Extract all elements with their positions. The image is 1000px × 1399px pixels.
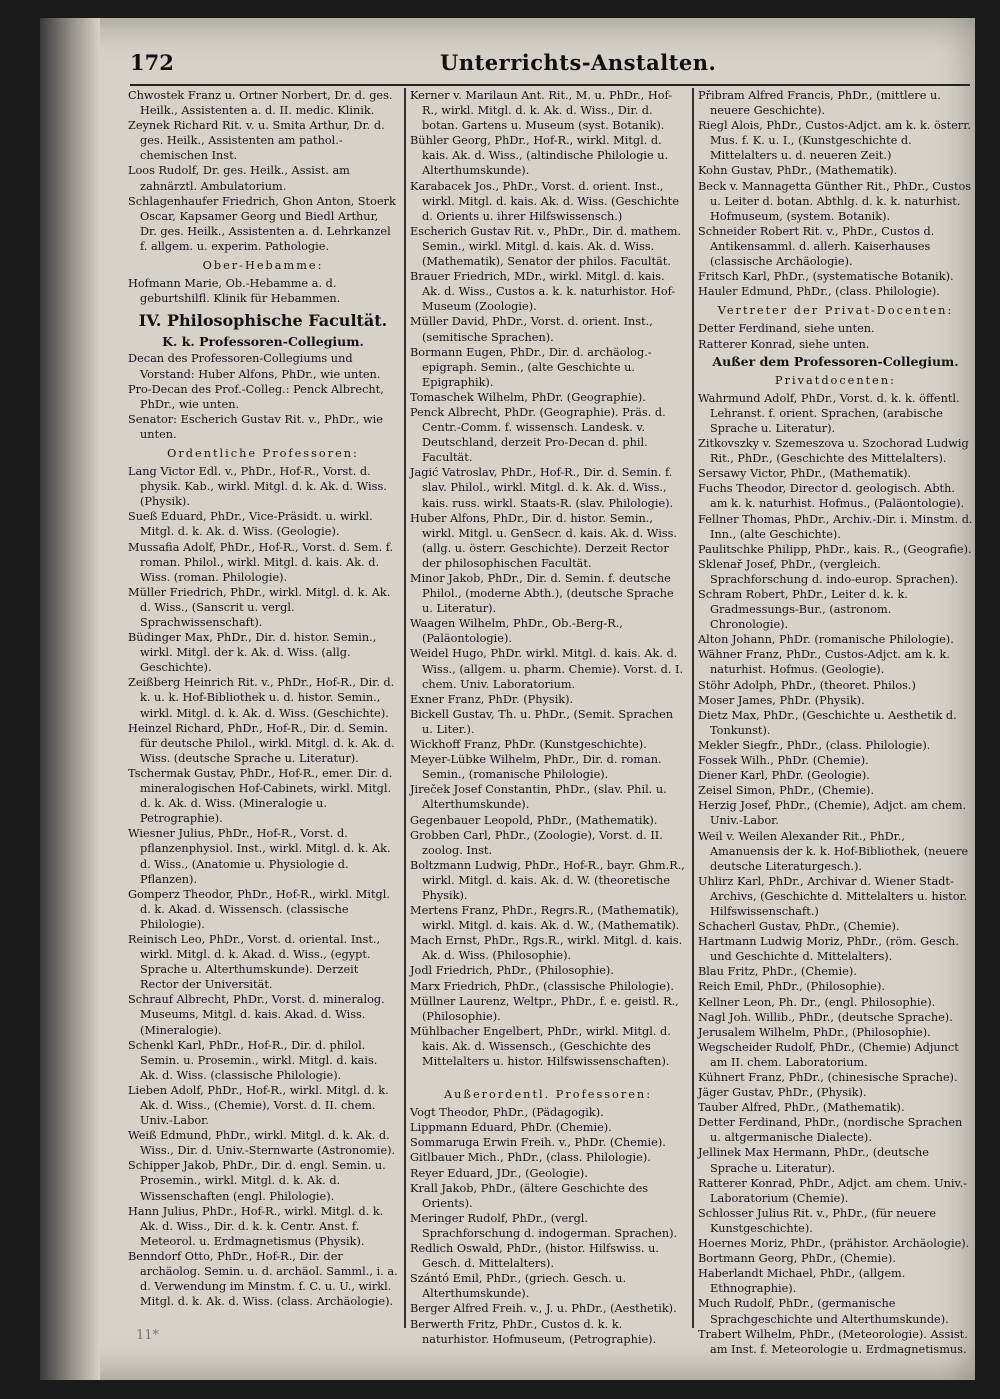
entry: Moser James, PhDr. (Physik). xyxy=(698,693,865,707)
document-page xyxy=(40,18,975,1380)
entry: Brauer Friedrich, MDr., wirkl. Mitgl. d. kais. Ak. d. Wiss., Custos a. k. k. naturhistor. Hof-Museum (Zoologie). xyxy=(410,270,676,314)
entry: Schenkl Karl, PhDr., Hof-R., Dir. d. philol. Semin. u. Prosemin., wirkl. Mitgl. d. kais. Ak. d. Wiss. (classische Philologie). xyxy=(128,1038,378,1082)
entry: Weiß Edmund, PhDr., wirkl. Mitgl. d. k. Ak. d. Wiss., Dir. d. Univ.-Sternwarte (Astronomie). xyxy=(128,1129,396,1158)
entry: Fossek Wilh., PhDr. (Chemie). xyxy=(698,754,869,768)
entry: Weidel Hugo, PhDr. wirkl. Mitgl. d. kais. Ak. d. Wiss., (allgem. u. pharm. Chemie). Vorst. d. I. chem. Univ. Laboratorium. xyxy=(410,647,684,691)
entry: Diener Karl, PhDr. (Geologie). xyxy=(698,769,870,783)
entry: Bühler Georg, PhDr., Hof-R., wirkl. Mitgl. d. kais. Ak. d. Wiss., (altindische Philologie u. Alterthumskunde). xyxy=(410,134,669,178)
entry: Jagić Vatroslav, PhDr., Hof-R., Dir. d. Semin. f. slav. Philol., wirkl. Mitgl. d. k. Ak. d. Wiss., kais. russ. wirkl. Staats-R. (slav. Philologie). xyxy=(410,466,674,510)
entry: Alton Johann, PhDr. (romanische Philologie). xyxy=(698,633,954,647)
entry: Ratterer Konrad, siehe unten. xyxy=(698,337,870,351)
entry-list xyxy=(698,321,973,351)
entry: Schlosser Julius Rit. v., PhDr., (für neuere Kunstgeschichte). xyxy=(698,1206,937,1235)
entry: Müller David, PhDr., Vorst. d. orient. Inst., (semitische Sprachen). xyxy=(410,315,653,344)
entry: Mekler Siegfr., PhDr., (class. Philologie). xyxy=(698,738,931,752)
entry: Sklenař Josef, PhDr., (vergleich. Sprachforschung d. indo-europ. Sprachen). xyxy=(698,557,959,586)
entry: Chwostek Franz u. Ortner Norbert, Dr. d. ges. Heilk., Assistenten a. d. II. medic. Klinik. xyxy=(128,89,393,118)
entry: Pro-Decan des Prof.-Colleg.: Penck Albrecht, PhDr., wie unten. xyxy=(128,382,384,411)
entry: Büdinger Max, PhDr., Dir. d. histor. Semin., wirkl. Mitgl. der k. Ak. d. Wiss. (allg. Geschichte). xyxy=(128,631,377,675)
entry: Stöhr Adolph, PhDr., (theoret. Philos.) xyxy=(698,678,916,692)
entry: Reyer Eduard, JDr., (Geologie). xyxy=(410,1166,588,1180)
entry: Escherich Gustav Rit. v., PhDr., Dir. d. mathem. Semin., wirkl. Mitgl. d. kais. Ak. d. Wiss. (Mathematik), Senator der philos. Facultät. xyxy=(410,224,682,269)
entry: Meyer-Lübke Wilhelm, PhDr., Dir. d. roman. Semin., (romanische Philologie). xyxy=(410,753,662,782)
subheading-ordentliche-professoren: Ordentliche Professoren: xyxy=(167,446,359,460)
entry-list xyxy=(128,351,398,442)
entry: Uhlirz Karl, PhDr., Archivar d. Wiener Stadt-Archivs, (Geschichte d. Mittelalters u. histor. Hilfswissenschaft.) xyxy=(698,874,968,918)
entry: Hartmann Ludwig Moriz, PhDr., (röm. Gesch. und Geschichte d. Mittelalters). xyxy=(698,935,959,964)
entry: Karabacek Jos., PhDr., Vorst. d. orient. Inst., wirkl. Mitgl. d. kais. Ak. d. Wiss. (Geschichte d. Orients u. ihrer Hilfswissensch.) xyxy=(410,179,680,223)
entry: Gegenbauer Leopold, PhDr., (Mathematik). xyxy=(410,813,658,827)
entry: Riegl Alois, PhDr., Custos-Adjct. am k. k. österr. Mus. f. K. u. I., (Kunstgeschichte d. Mittelalters u. d. neueren Zeit.) xyxy=(698,119,971,163)
subheading-ober-hebamme: Ober-Hebamme: xyxy=(202,259,324,273)
entry: Huber Alfons, PhDr., Dir. d. histor. Semin., wirkl. Mitgl. u. GenSecr. d. kais. Ak. d. Wiss. (allg. u. österr. Geschichte). Derzeit Rector der philosophischen Facultät. xyxy=(410,511,678,570)
entry: Gitlbauer Mich., PhDr., (class. Philologie). xyxy=(410,1151,651,1165)
entry: Reinisch Leo, PhDr., Vorst. d. oriental. Inst., wirkl. Mitgl. d. k. Akad. d. Wiss., (egypt. Sprache u. Alterthumskunde). Derzeit Rector der Universität. xyxy=(128,932,381,992)
entry: Szántó Emil, PhDr., (griech. Gesch. u. Alterthumskunde). xyxy=(410,1272,627,1301)
entry-list xyxy=(698,391,973,1357)
entry: Wahrmund Adolf, PhDr., Vorst. d. k. k. öffentl. Lehranst. f. orient. Sprachen, (arabische Sprache u. Literatur). xyxy=(698,391,960,435)
entry: Zeynek Richard Rit. v. u. Smita Arthur, Dr. d. ges. Heilk., Assistenten am pathol.-chemischen Inst. xyxy=(128,119,385,163)
entry: Mussafia Adolf, PhDr., Hof-R., Vorst. d. Sem. f. roman. Philol., wirkl. Mitgl. d. kais. Ak. d. Wiss. (roman. Philologie). xyxy=(128,540,394,584)
page-binding-edge xyxy=(40,18,100,1380)
entry: Přibram Alfred Francis, PhDr., (mittlere u. neuere Geschichte). xyxy=(698,89,941,118)
column-right xyxy=(698,88,973,1357)
entry: Sommaruga Erwin Freih. v., PhDr. (Chemie). xyxy=(410,1136,666,1150)
entry: Bortmann Georg, PhDr., (Chemie). xyxy=(698,1252,896,1266)
entry: Ratterer Konrad, PhDr., Adjct. am chem. Univ.-Laboratorium (Chemie). xyxy=(698,1176,967,1205)
entry: Zeißberg Heinrich Rit. v., PhDr., Hof-R., Dir. d. k. u. k. Hof-Bibliothek u. d. histor. Semin., wirkl. Mitgl. d. k. Ak. d. Wiss. (Geschichte). xyxy=(128,676,395,720)
entry: Nagl Joh. Willib., PhDr., (deutsche Sprache). xyxy=(698,1010,953,1024)
entry: Müllner Laurenz, Weltpr., PhDr., f. e. geistl. R., (Philosophie). xyxy=(410,994,679,1023)
entry: Penck Albrecht, PhDr. (Geographie). Präs. d. Centr.-Comm. f. wissensch. Landesk. v. Deutschland, derzeit Pro-Decan d. phil. Facultät. xyxy=(410,405,666,465)
entry: Loos Rudolf, Dr. ges. Heilk., Assist. am zahnärztl. Ambulatorium. xyxy=(128,164,350,193)
entry: Much Rudolf, PhDr., (germanische Sprachgeschichte und Alterthumskunde). xyxy=(698,1297,949,1326)
entry: Berger Alfred Freih. v., J. u. PhDr., (Aesthetik). xyxy=(410,1302,677,1316)
entry: Trabert Wilhelm, PhDr., (Meteorologie). Assist. am Inst. f. Meteorologie u. Erdmagnetismus. xyxy=(698,1327,968,1356)
entry: Detter Ferdinand, PhDr., (nordische Sprachen u. altgermanische Dialecte). xyxy=(698,1116,963,1145)
entry: Hofmann Marie, Ob.-Hebamme a. d. geburtshilfl. Klinik für Hebammen. xyxy=(128,277,341,306)
entry: Haberlandt Michael, PhDr., (allgem. Ethnographie). xyxy=(698,1267,906,1296)
footer-signature-mark: 11* xyxy=(136,1328,160,1343)
entry: Beck v. Mannagetta Günther Rit., PhDr., Custos u. Leiter d. botan. Abthlg. d. k. k. naturhist. Hofmuseum, (system. Botanik). xyxy=(698,179,972,223)
entry: Sersawy Victor, PhDr., (Mathematik). xyxy=(698,467,912,481)
column-divider xyxy=(692,88,694,1328)
entry: Herzig Josef, PhDr., (Chemie), Adjct. am chem. Univ.-Labor. xyxy=(698,799,967,828)
entry: Wickhoff Franz, PhDr. (Kunstgeschichte). xyxy=(410,738,647,752)
entry-list xyxy=(128,464,398,1309)
entry: Blau Fritz, PhDr., (Chemie). xyxy=(698,965,857,979)
entry: Lippmann Eduard, PhDr. (Chemie). xyxy=(410,1121,612,1135)
entry: Decan des Professoren-Collegiums und Vorstand: Huber Alfons, PhDr., wie unten. xyxy=(128,352,381,381)
entry: Hann Julius, PhDr., Hof-R., wirkl. Mitgl. d. k. Ak. d. Wiss., Dir. d. k. k. Centr. Anst. f. Meteorol. u. Erdmagnetismus (Physik). xyxy=(128,1204,384,1248)
entry: Senator: Escherich Gustav Rit. v., PhDr., wie unten. xyxy=(128,412,383,441)
column-middle xyxy=(410,88,686,1347)
subheading-vertreter-privat-docenten: Vertreter der Privat-Docenten: xyxy=(717,304,954,318)
page-header xyxy=(130,40,970,80)
entry: Gomperz Theodor, PhDr., Hof-R., wirkl. Mitgl. d. k. Akad. d. Wissensch. (classische Philologie). xyxy=(128,887,390,931)
entry: Mach Ernst, PhDr., Rgs.R., wirkl. Mitgl. d. kais. Ak. d. Wiss. (Philosophie). xyxy=(410,934,683,963)
entry: Heinzel Richard, PhDr., Hof-R., Dir. d. Semin. für deutsche Philol., wirkl. Mitgl. d. k. Ak. d. Wiss. (deutsche Sprache u. Literatur). xyxy=(128,721,395,765)
entry: Lang Victor Edl. v., PhDr., Hof-R., Vorst. d. physik. Kab., wirkl. Mitgl. d. k. Ak. d. Wiss. (Physik). xyxy=(128,465,387,509)
entry: Sueß Eduard, PhDr., Vice-Präsidt. u. wirkl. Mitgl. d. k. Ak. d. Wiss. (Geologie). xyxy=(128,510,373,539)
entry: Tauber Alfred, PhDr., (Mathematik). xyxy=(698,1101,905,1115)
entry: Paulitschke Philipp, PhDr., kais. R., (Geografie). xyxy=(698,542,972,556)
entry: Mertens Franz, PhDr., Regrs.R., (Mathematik), wirkl. Mitgl. d. kais. Ak. d. W., (Mathematik). xyxy=(410,904,680,933)
entry: Fuchs Theodor, Director d. geologisch. Abth. am k. k. naturhist. Hofmus., (Paläontologie). xyxy=(698,482,965,511)
entry: Fritsch Karl, PhDr., (systematische Botanik). xyxy=(698,270,954,284)
entry: Schacherl Gustav, PhDr., (Chemie). xyxy=(698,920,900,934)
entry: Jireček Josef Constantin, PhDr., (slav. Phil. u. Alterthumskunde). xyxy=(410,783,667,812)
entry: Zeisel Simon, PhDr., (Chemie). xyxy=(698,784,875,798)
entry: Kellner Leon, Ph. Dr., (engl. Philosophie). xyxy=(698,995,936,1009)
section-title-philosophische-facultaet: IV. Philosophische Facultät. xyxy=(138,311,388,331)
entry: Schneider Robert Rit. v., PhDr., Custos d. Antikensamml. d. allerh. Kaiserhauses (classische Archäologie). xyxy=(698,224,935,269)
entry: Jellinek Max Hermann, PhDr., (deutsche Sprache u. Literatur). xyxy=(698,1146,929,1175)
entry: Fellner Thomas, PhDr., Archiv.-Dir. i. Minstm. d. Inn., (alte Geschichte). xyxy=(698,512,973,541)
entry: Meringer Rudolf, PhDr., (vergl. Sprachforschung d. indogerman. Sprachen). xyxy=(410,1211,678,1240)
entry: Mühlbacher Engelbert, PhDr., wirkl. Mitgl. d. kais. Ak. d. Wissensch., (Geschichte des Mittelalters u. histor. Hilfswissenschaften). xyxy=(410,1024,671,1068)
entry: Kühnert Franz, PhDr., (chinesische Sprache). xyxy=(698,1071,958,1084)
heading-professoren-collegium: K. k. Professoren-Collegium. xyxy=(162,334,364,350)
entry: Minor Jakob, PhDr., Dir. d. Semin. f. deutsche Philol., (moderne Abth.), (deutsche Sprache u. Literatur). xyxy=(410,572,674,616)
entry: Vogt Theodor, PhDr., (Pädagogik). xyxy=(410,1106,604,1120)
entry-list xyxy=(128,88,398,254)
entry: Müller Friedrich, PhDr., wirkl. Mitgl. d. k. Ak. d. Wiss., (Sanscrit u. vergl. Sprachwissenschaft). xyxy=(128,585,391,629)
entry: Jodl Friedrich, PhDr., (Philosophie). xyxy=(410,964,614,978)
subheading-privatdocenten: Privatdocenten: xyxy=(775,373,896,387)
entry-list xyxy=(698,88,973,299)
entry-list xyxy=(410,1105,686,1347)
entry: Tomaschek Wilhelm, PhDr. (Geographie). xyxy=(410,390,646,404)
subheading-ausserordentliche-professoren: Außerordentl. Professoren: xyxy=(443,1088,653,1102)
page-title: Unterrichts-Anstalten. xyxy=(440,50,717,75)
entry-list xyxy=(410,88,686,1069)
entry: Jerusalem Wilhelm, PhDr., (Philosophie). xyxy=(698,1025,931,1039)
entry: Jäger Gustav, PhDr., (Physik). xyxy=(698,1086,867,1100)
header-rule xyxy=(130,84,970,86)
entry: Detter Ferdinand, siehe unten. xyxy=(698,322,875,336)
entry: Benndorf Otto, PhDr., Hof-R., Dir. der archäolog. Semin. u. d. archäol. Samml., i. a. d. Verwendung im Minstm. f. C. u. U., wirkl. Mitgl. d. k. Ak. d. Wiss. (class. Archäologie). xyxy=(128,1249,398,1309)
entry: Kohn Gustav, PhDr., (Mathematik). xyxy=(698,164,898,178)
entry: Wiesner Julius, PhDr., Hof-R., Vorst. d. pflanzenphysiol. Inst., wirkl. Mitgl. d. k. Ak. d. Wiss., (Anatomie u. Physiologie d. Pflanzen). xyxy=(128,827,391,886)
entry: Weil v. Weilen Alexander Rit., PhDr., Amanuensis der k. k. Hof-Bibliothek, (neuere deutsche Literaturgesch.). xyxy=(698,829,969,873)
entry: Bormann Eugen, PhDr., Dir. d. archäolog.-epigraph. Semin., (alte Geschichte u. Epigraphik). xyxy=(410,345,652,389)
entry: Krall Jakob, PhDr., (ältere Geschichte des Orients). xyxy=(410,1181,649,1210)
column-left xyxy=(128,88,398,1309)
entry: Lieben Adolf, PhDr., Hof-R., wirkl. Mitgl. d. k. Ak. d. Wiss., (Chemie), Vorst. d. II. chem. Univ.-Labor. xyxy=(128,1083,389,1128)
entry: Wegscheider Rudolf, PhDr., (Chemie) Adjunct am II. chem. Laboratorium. xyxy=(698,1040,959,1069)
heading-ausser-dem-collegium: Außer dem Professoren-Collegium. xyxy=(712,353,959,369)
entry: Bickell Gustav, Th. u. PhDr., (Semit. Sprachen u. Liter.). xyxy=(410,707,674,736)
entry: Hauler Edmund, PhDr., (class. Philologie). xyxy=(698,285,940,299)
entry: Boltzmann Ludwig, PhDr., Hof-R., bayr. Ghm.R., wirkl. Mitgl. d. kais. Ak. d. W. (theoretische Physik). xyxy=(410,858,685,902)
spacer xyxy=(410,1069,686,1083)
entry: Schlagenhaufer Friedrich, Ghon Anton, Stoerk Oscar, Kapsamer Georg und Biedl Arthur, Dr. ges. Heilk., Assistenten a. d. Lehrkanzel f. allgem. u. experim. Pathologie. xyxy=(128,194,396,253)
entry: Grobben Carl, PhDr., (Zoologie), Vorst. d. II. zoolog. Inst. xyxy=(410,828,663,857)
entry: Waagen Wilhelm, PhDr., Ob.-Berg-R., (Paläontologie). xyxy=(410,617,623,646)
entry: Redlich Oswald, PhDr., (histor. Hilfswiss. u. Gesch. d. Mittelalters). xyxy=(410,1242,659,1271)
page-number: 172 xyxy=(130,50,174,75)
entry: Hoernes Moriz, PhDr., (prähistor. Archäologie). xyxy=(698,1237,970,1251)
entry: Tschermak Gustav, PhDr., Hof-R., emer. Dir. d. mineralogischen Hof-Cabinets, wirkl. Mitgl. d. k. Ak. d. Wiss. (Mineralogie u. Petrographie). xyxy=(128,766,393,826)
entry: Schipper Jakob, PhDr., Dir. d. engl. Semin. u. Prosemin., wirkl. Mitgl. d. k. Ak. d. Wissenschaften (engl. Philologie). xyxy=(128,1159,386,1203)
entry: Kerner v. Marilaun Ant. Rit., M. u. PhDr., Hof-R., wirkl. Mitgl. d. k. Ak. d. Wiss., Dir. d. botan. Gartens u. Museum (syst. Botanik). xyxy=(410,89,673,133)
entry: Exner Franz, PhDr. (Physik). xyxy=(410,692,574,706)
entry: Reich Emil, PhDr., (Philosophie). xyxy=(698,980,885,994)
entry: Marx Friedrich, PhDr., (classische Philologie). xyxy=(410,979,674,993)
entry: Wähner Franz, PhDr., Custos-Adjct. am k. k. naturhist. Hofmus. (Geologie). xyxy=(698,648,950,677)
entry: Dietz Max, PhDr., (Geschichte u. Aesthetik d. Tonkunst). xyxy=(698,708,957,737)
entry: Schram Robert, PhDr., Leiter d. k. k. Gradmessungs-Bur., (astronom. Chronologie). xyxy=(698,588,908,632)
column-divider xyxy=(404,88,406,1328)
entry: Berwerth Fritz, PhDr., Custos d. k. k. naturhistor. Hofmuseum, (Petrographie). xyxy=(410,1317,657,1346)
entry: Schrauf Albrecht, PhDr., Vorst. d. mineralog. Museums, Mitgl. d. kais. Akad. d. Wiss. (Mineralogie). xyxy=(128,993,385,1037)
entry: Zitkovszky v. Szemeszova u. Szochorad Ludwig Rit., PhDr., (Geschichte des Mittelalters). xyxy=(698,437,969,466)
